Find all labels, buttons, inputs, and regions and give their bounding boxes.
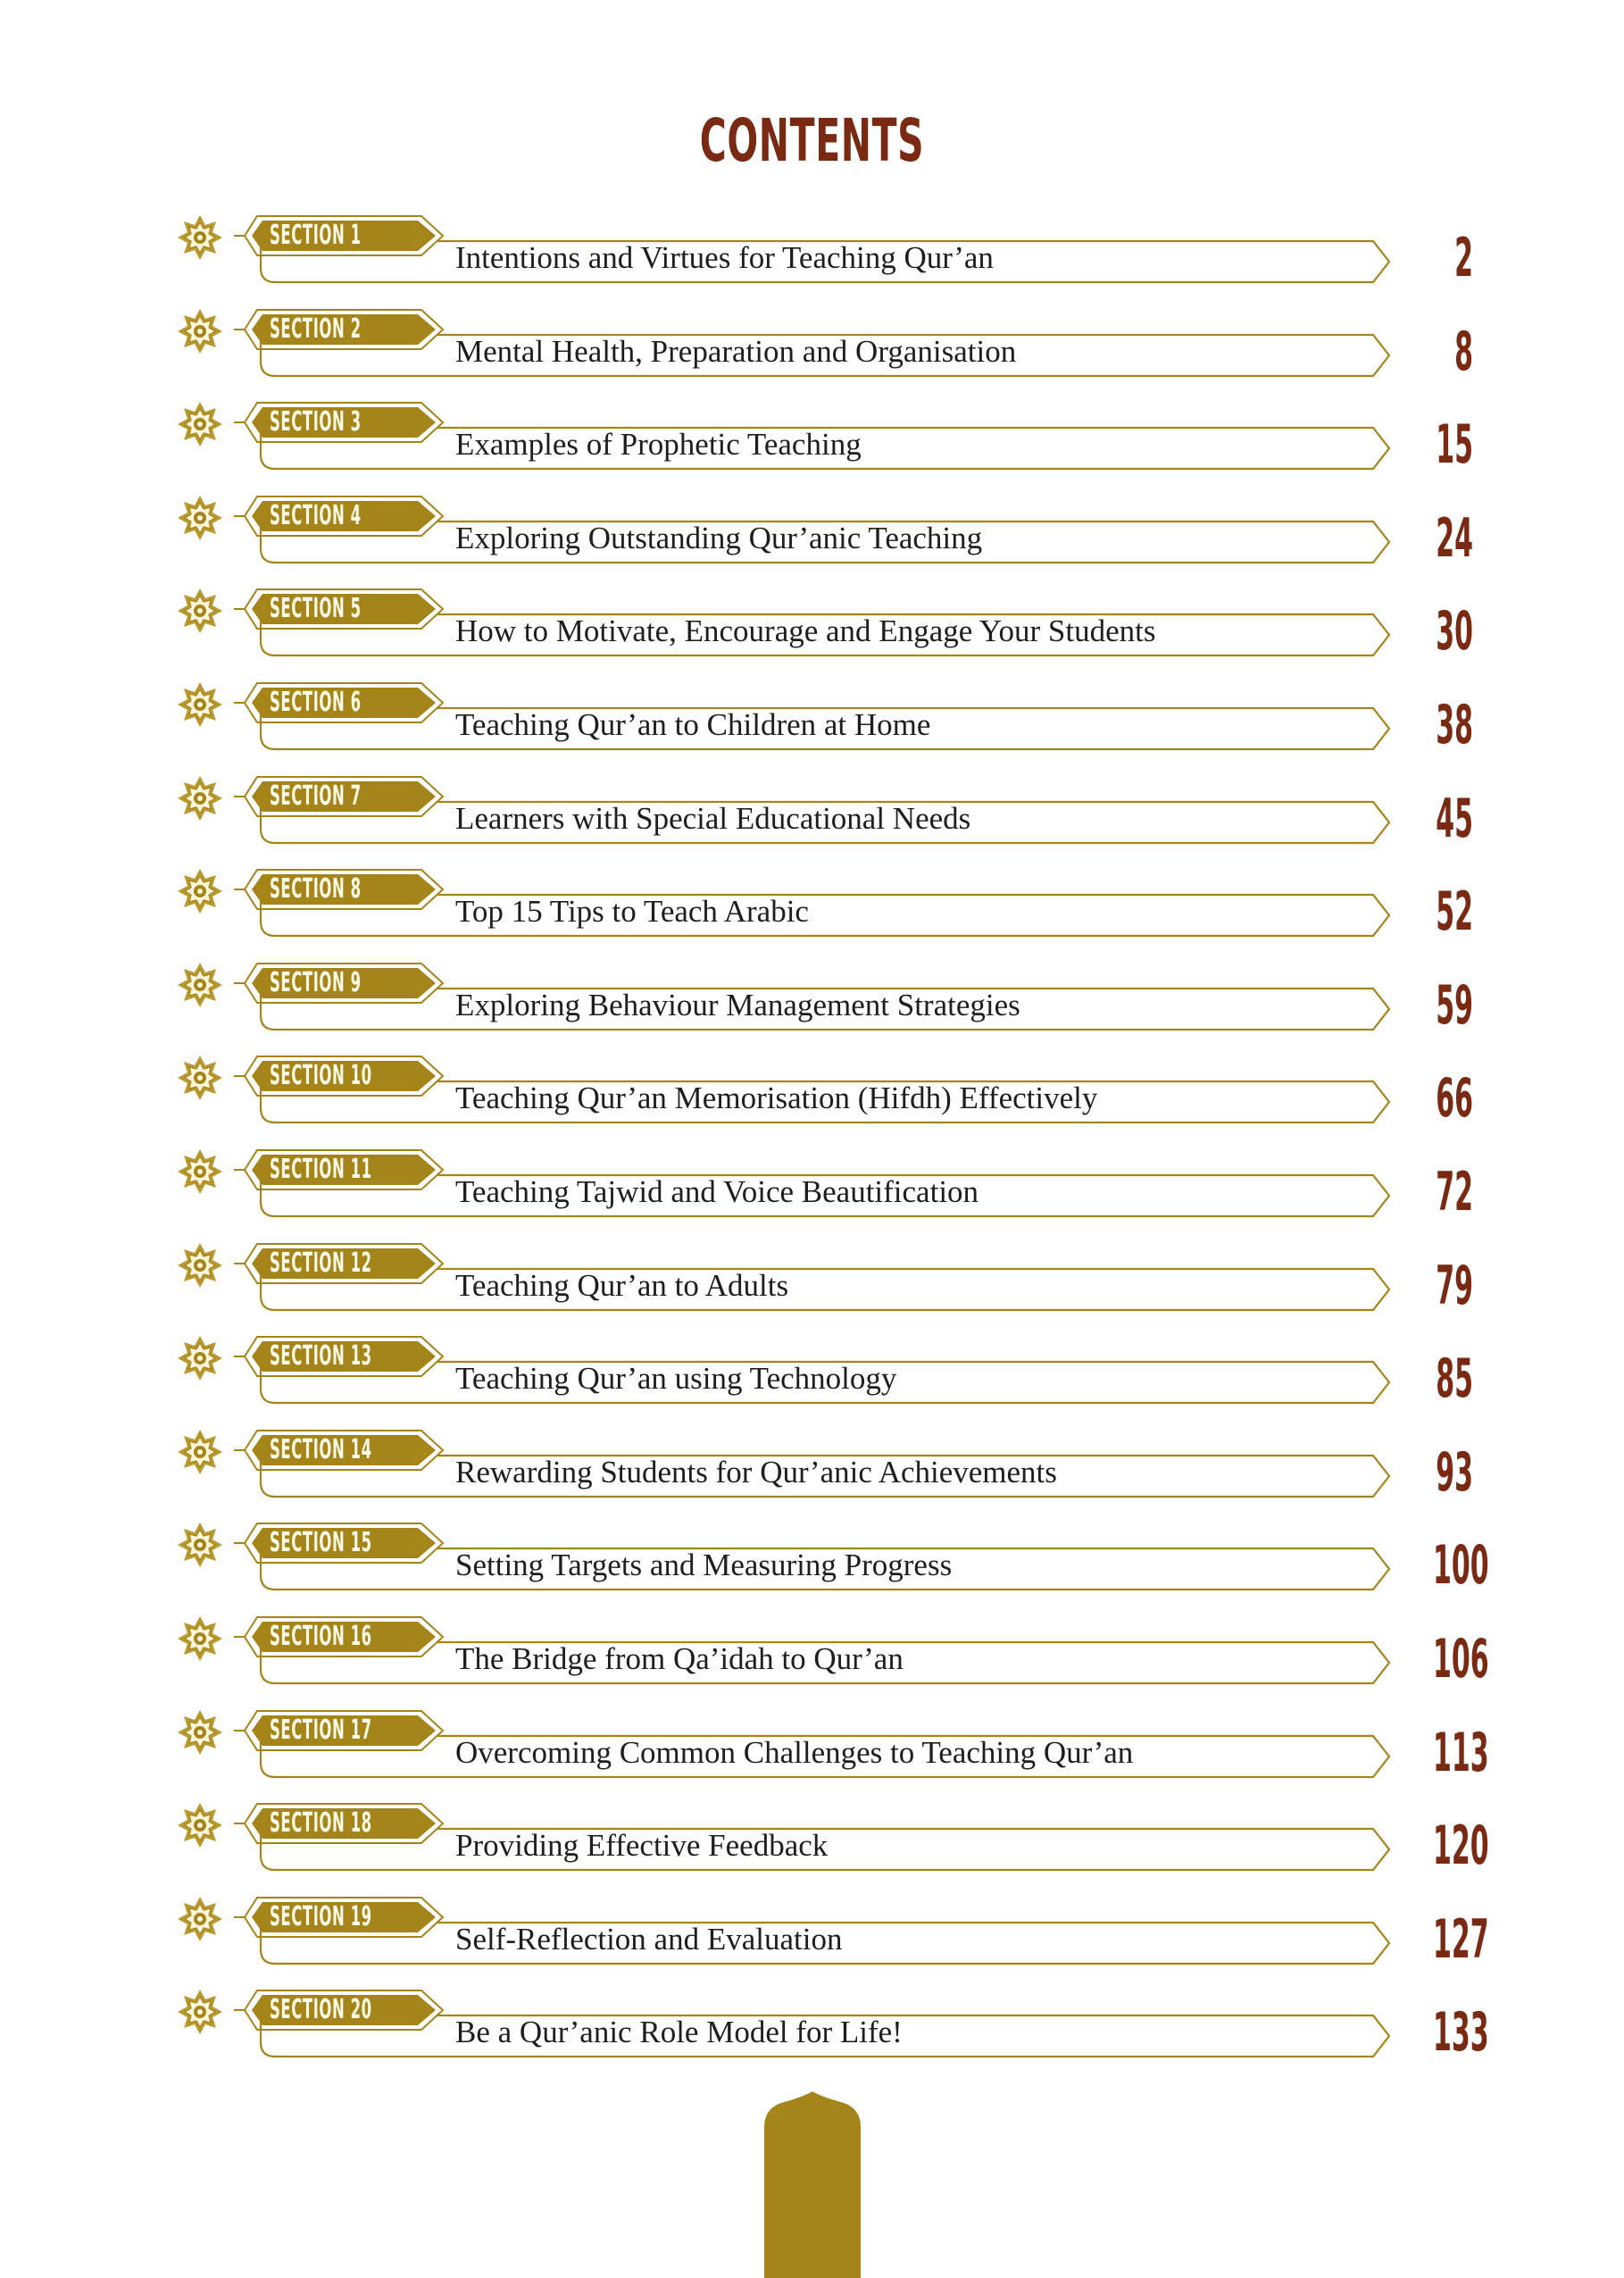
toc-entry-section-18[interactable] (0, 1802, 1624, 1891)
entry-title: Rewarding Students for Qur’anic Achievements (455, 1455, 1057, 1489)
entry-title: Teaching Tajwid and Voice Beautification (455, 1174, 979, 1209)
section-label: SECTION 16 (270, 1621, 372, 1652)
page-number: 45 (1436, 788, 1473, 850)
toc-entry-section-13[interactable] (0, 1335, 1624, 1424)
entry-title: Be a Qur’anic Role Model for Life! (455, 2015, 903, 2049)
entry-title: Mental Health, Preparation and Organisation (455, 334, 1017, 369)
page-number: 113 (1433, 1722, 1489, 1784)
star-ornament-icon (177, 1896, 223, 1942)
section-label: SECTION 14 (270, 1434, 372, 1465)
page-number: 106 (1433, 1628, 1489, 1690)
entry-title: Teaching Qur’an using Technology (455, 1361, 897, 1396)
section-label: SECTION 18 (270, 1807, 372, 1839)
entry-title: Self-Reflection and Evaluation (455, 1922, 843, 1957)
section-label: SECTION 20 (270, 1994, 372, 2025)
star-ornament-icon (177, 1429, 223, 1475)
section-label: SECTION 1 (270, 220, 362, 251)
entry-title: How to Motivate, Encourage and Engage Your Students (455, 613, 1156, 648)
page-number: 72 (1436, 1161, 1473, 1223)
section-label: SECTION 8 (270, 873, 362, 905)
page-number: 59 (1436, 974, 1473, 1037)
page-number: 79 (1436, 1255, 1473, 1317)
page-number: 30 (1436, 600, 1473, 663)
page-number: 8 (1454, 321, 1473, 383)
star-ornament-icon (177, 681, 223, 728)
page-number: 85 (1436, 1348, 1473, 1410)
entry-title: Overcoming Common Challenges to Teaching Qur’an (455, 1735, 1134, 1770)
entry-title: Top 15 Tips to Teach Arabic (455, 894, 809, 929)
section-label: SECTION 5 (270, 593, 362, 624)
star-ornament-icon (177, 588, 223, 634)
section-label: SECTION 7 (270, 780, 362, 812)
section-label: SECTION 4 (270, 500, 362, 531)
toc-entry-section-7[interactable] (0, 775, 1624, 864)
toc-entry-section-17[interactable] (0, 1709, 1624, 1798)
page-number: 66 (1436, 1067, 1473, 1130)
star-ornament-icon (177, 1615, 223, 1662)
toc-entry-section-16[interactable] (0, 1615, 1624, 1705)
star-ornament-icon (177, 401, 223, 447)
page-number: 2 (1454, 227, 1473, 289)
section-label: SECTION 10 (270, 1060, 372, 1091)
star-ornament-icon (177, 962, 223, 1008)
section-label: SECTION 19 (270, 1901, 372, 1932)
entry-title: Teaching Qur’an to Adults (455, 1268, 789, 1303)
star-ornament-icon (177, 1802, 223, 1848)
star-ornament-icon (177, 868, 223, 914)
section-label: SECTION 15 (270, 1527, 372, 1558)
section-label: SECTION 6 (270, 687, 362, 718)
page-number: 52 (1436, 880, 1473, 943)
page-number: 15 (1436, 413, 1473, 476)
page-number: 24 (1436, 507, 1473, 570)
star-ornament-icon (177, 1055, 223, 1101)
section-label: SECTION 3 (270, 406, 362, 438)
toc-entry-section-9[interactable] (0, 962, 1624, 1051)
entry-title: Intentions and Virtues for Teaching Qur’an (455, 240, 994, 275)
toc-entry-section-15[interactable] (0, 1522, 1624, 1611)
section-label: SECTION 9 (270, 967, 362, 998)
star-ornament-icon (177, 1148, 223, 1195)
star-ornament-icon (177, 214, 223, 261)
toc-entry-section-1[interactable] (0, 214, 1624, 304)
page-title: CONTENTS (699, 106, 925, 175)
star-ornament-icon (177, 1989, 223, 2035)
entry-title: Teaching Qur’an to Children at Home (455, 707, 931, 742)
toc-entry-section-10[interactable] (0, 1055, 1624, 1144)
star-ornament-icon (177, 308, 223, 355)
section-label: SECTION 13 (270, 1340, 372, 1372)
section-label: SECTION 11 (270, 1154, 372, 1185)
entry-title: Teaching Qur’an Memorisation (Hifdh) Effectively (455, 1081, 1098, 1115)
section-label: SECTION 12 (270, 1247, 372, 1279)
entry-title: The Bridge from Qa’idah to Qur’an (455, 1641, 904, 1676)
entry-title: Providing Effective Feedback (455, 1828, 829, 1863)
section-label: SECTION 17 (270, 1715, 372, 1746)
page-number: 93 (1436, 1441, 1473, 1504)
toc-entry-section-2[interactable] (0, 308, 1624, 397)
toc-entry-section-20[interactable] (0, 1989, 1624, 2078)
star-ornament-icon (177, 775, 223, 822)
star-ornament-icon (177, 1335, 223, 1381)
star-ornament-icon (177, 495, 223, 541)
bottom-tab-ornament (764, 2091, 861, 2278)
toc-entry-section-8[interactable] (0, 868, 1624, 957)
section-label: SECTION 2 (270, 313, 362, 345)
star-ornament-icon (177, 1242, 223, 1289)
toc-entry-section-3[interactable] (0, 401, 1624, 490)
page-number: 127 (1433, 1908, 1489, 1971)
entry-title: Examples of Prophetic Teaching (455, 427, 862, 462)
toc-entry-section-14[interactable] (0, 1429, 1624, 1518)
page-number: 133 (1433, 2001, 1489, 2064)
entry-title: Exploring Outstanding Qur’anic Teaching (455, 521, 983, 555)
page-number: 120 (1433, 1815, 1489, 1877)
toc-entry-section-11[interactable] (0, 1148, 1624, 1238)
entry-title: Learners with Special Educational Needs (455, 801, 971, 836)
entry-title: Setting Targets and Measuring Progress (455, 1548, 953, 1582)
page-number: 100 (1433, 1534, 1489, 1597)
toc-entry-section-5[interactable] (0, 588, 1624, 677)
star-ornament-icon (177, 1709, 223, 1756)
toc-entry-section-12[interactable] (0, 1242, 1624, 1331)
toc-entry-section-6[interactable] (0, 681, 1624, 771)
toc-entry-section-19[interactable] (0, 1896, 1624, 1985)
entry-title: Exploring Behaviour Management Strategies (455, 988, 1020, 1022)
star-ornament-icon (177, 1522, 223, 1568)
page-number: 38 (1436, 694, 1473, 756)
toc-entry-section-4[interactable] (0, 495, 1624, 584)
